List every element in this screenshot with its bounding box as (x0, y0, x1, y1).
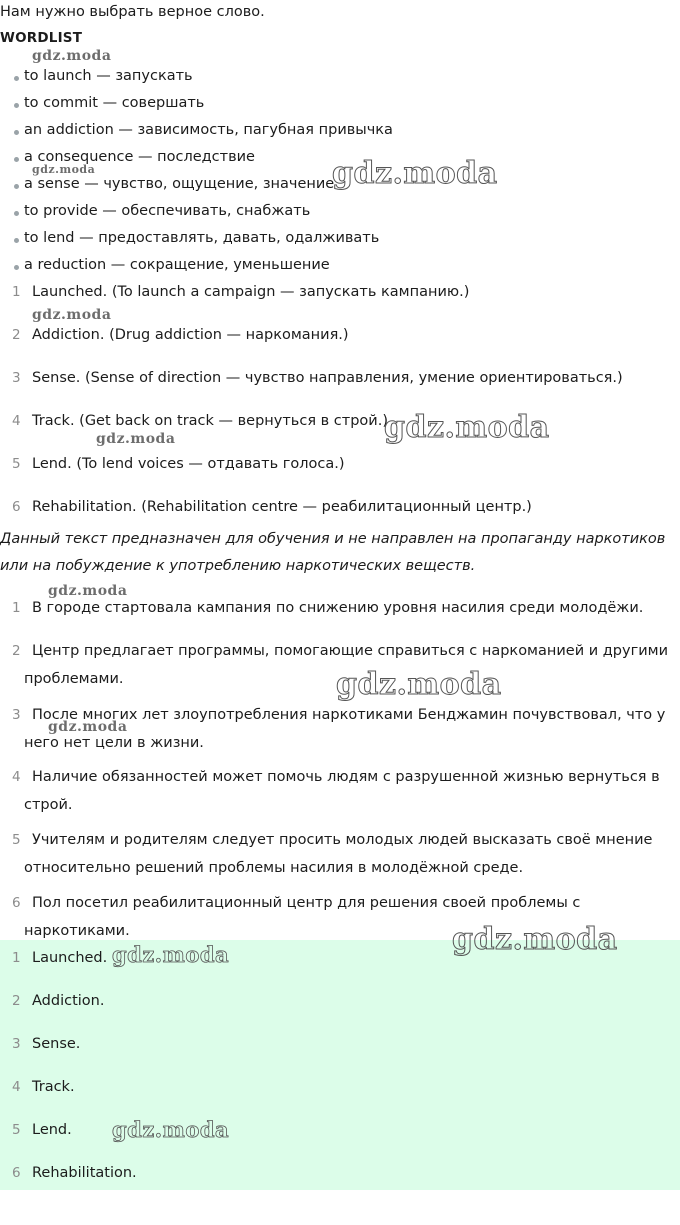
item-text: Lend. (To lend voices — отдавать голоса.) (32, 456, 345, 472)
item-text: Rehabilitation. (32, 1165, 137, 1181)
intro-text: Нам нужно выбрать верное слово. (0, 4, 265, 20)
item-number: 3 (12, 707, 21, 723)
item-text: Наличие обязанностей может помочь людям с разрушенной жизнью вернуться в (32, 769, 660, 785)
item-number: 4 (12, 413, 21, 429)
bullet-icon (14, 130, 19, 135)
item-number: 6 (12, 499, 21, 515)
item-number: 2 (12, 327, 21, 343)
item-number: 5 (12, 832, 21, 848)
item-text-continued: него нет цели в жизни. (24, 735, 204, 751)
wordlist-heading: WORDLIST (0, 30, 83, 46)
watermark: gdz.moda (32, 48, 112, 64)
watermark: gdz.moda (112, 942, 230, 967)
item-text: Sense. (32, 1036, 81, 1052)
bullet-icon (14, 211, 19, 216)
watermark: gdz.moda (452, 922, 618, 957)
bullet-icon (14, 157, 19, 162)
item-number: 6 (12, 1165, 21, 1181)
watermark: gdz.moda (384, 410, 550, 445)
item-text: Addiction. (32, 993, 105, 1009)
item-number: 1 (12, 950, 21, 966)
bullet-icon (14, 265, 19, 270)
item-number: 2 (12, 993, 21, 1009)
item-number: 2 (12, 643, 21, 659)
item-text: Пол посетил реабилитационный центр для решения своей проблемы с (32, 895, 581, 911)
item-text-continued: проблемами. (24, 671, 124, 687)
item-text: Launched. (To launch a campaign — запускать кампанию.) (32, 284, 470, 300)
item-number: 5 (12, 1122, 21, 1138)
bullet-icon (14, 184, 19, 189)
item-number: 3 (12, 370, 21, 386)
item-number: 3 (12, 1036, 21, 1052)
watermark: gdz.moda (32, 163, 96, 176)
watermark: gdz.moda (96, 431, 176, 447)
item-number: 4 (12, 1079, 21, 1095)
item-number: 1 (12, 600, 21, 616)
item-text-continued: строй. (24, 797, 73, 813)
item-text: Lend. (32, 1122, 72, 1138)
watermark: gdz.moda (112, 1117, 230, 1142)
item-text-continued: наркотиками. (24, 923, 130, 939)
item-number: 5 (12, 456, 21, 472)
disclaimer-line: или на побуждение к употреблению наркотических веществ. (0, 558, 476, 574)
item-text: После многих лет злоупотребления наркотиками Бенджамин почувствовал, что у (32, 707, 666, 723)
item-text: Учителям и родителям следует просить молодых людей высказать своё мнение (32, 832, 653, 848)
item-text: Addiction. (Drug addiction — наркомания.) (32, 327, 349, 343)
bullet-icon (14, 103, 19, 108)
bullet-icon (14, 238, 19, 243)
disclaimer (0, 526, 680, 580)
answer-panel (0, 940, 680, 1190)
item-text: Sense. (Sense of direction — чувство направления, умение ориентироваться.) (32, 370, 623, 386)
item-number: 1 (12, 284, 21, 300)
item-text-continued: относительно решений проблемы насилия в молодёжной среде. (24, 860, 524, 876)
item-text: Launched. (32, 950, 108, 966)
item-text: Track. (Get back on track — вернуться в строй.) (32, 413, 388, 429)
disclaimer-line: Данный текст предназначен для обучения и не направлен на пропаганду наркотиков (0, 531, 666, 547)
watermark: gdz.moda (336, 667, 502, 702)
item-number: 6 (12, 895, 21, 911)
item-text: Track. (32, 1079, 75, 1095)
bullet-icon (14, 76, 19, 81)
item-number: 4 (12, 769, 21, 785)
watermark: gdz.moda (48, 719, 128, 735)
watermark: gdz.moda (32, 307, 112, 323)
item-text: Rehabilitation. (Rehabilitation centre — реабилитационный центр.) (32, 499, 532, 515)
item-text: Центр предлагает программы, помогающие справиться с наркоманией и другими (32, 643, 668, 659)
item-text: В городе стартовала кампания по снижению уровня насилия среди молодёжи. (32, 600, 644, 616)
watermark: gdz.moda (332, 156, 498, 191)
watermark: gdz.moda (48, 583, 128, 599)
